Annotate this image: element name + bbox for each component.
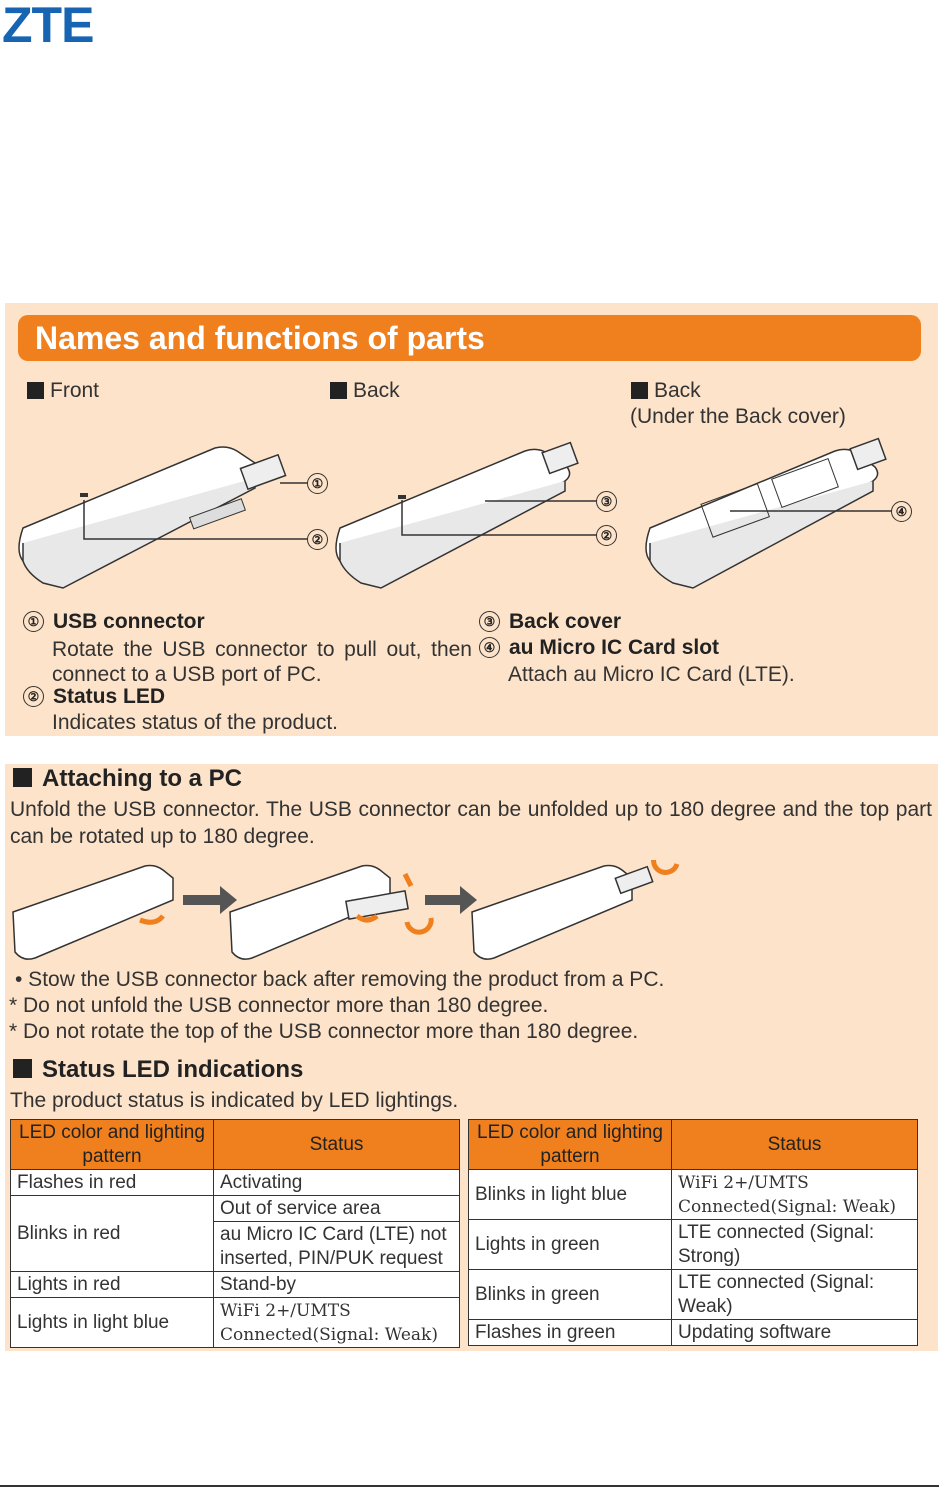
device-illustrations bbox=[5, 433, 938, 603]
item-usb-connector-desc: Rotate the USB connector to pull out, then connect to a USB port of PC. bbox=[52, 638, 472, 686]
col-header-pattern: LED color and lighting pattern bbox=[469, 1120, 672, 1170]
led-table-left bbox=[10, 1119, 460, 1348]
parts-title-bar bbox=[18, 315, 921, 361]
footer-rule bbox=[0, 1485, 939, 1487]
lower-panel bbox=[5, 764, 938, 1351]
callout-4-under-cover: ④ bbox=[891, 501, 912, 522]
table-row bbox=[469, 1320, 918, 1346]
led-status: LTE connected (Signal: Weak) bbox=[672, 1270, 918, 1320]
led-status: Activating bbox=[214, 1170, 460, 1196]
attach-note-2: * Do not unfold the USB connector more than 180 degree. bbox=[9, 994, 549, 1017]
item-card-slot-desc: Attach au Micro IC Card (LTE). bbox=[508, 663, 795, 686]
callout-2-front: ② bbox=[307, 529, 328, 550]
attach-note-3: * Do not rotate the top of the USB connector more than 180 degree. bbox=[9, 1020, 639, 1043]
led-heading: Status LED indications bbox=[13, 1056, 303, 1084]
view-back-under-label: Back bbox=[631, 379, 701, 403]
table-row bbox=[469, 1220, 918, 1270]
led-pattern: Lights in green bbox=[469, 1220, 672, 1270]
view-front-label: Front bbox=[27, 379, 99, 403]
attach-steps-illustration bbox=[5, 860, 705, 970]
led-status: WiFi 2+/UMTS Connected(Signal: Weak) bbox=[672, 1170, 918, 1220]
callout-1-front: ① bbox=[307, 473, 328, 494]
led-status: WiFi 2+/UMTS Connected(Signal: Weak) bbox=[214, 1298, 460, 1348]
item-back-cover-title: ③ Back cover bbox=[479, 610, 621, 634]
col-header-status: Status bbox=[672, 1120, 918, 1170]
led-status: Out of service area bbox=[214, 1196, 460, 1222]
col-header-status: Status bbox=[214, 1120, 460, 1170]
attach-note-1: • Stow the USB connector back after removing the product from a PC. bbox=[15, 968, 665, 991]
table-row bbox=[469, 1270, 918, 1320]
col-header-pattern: LED color and lighting pattern bbox=[11, 1120, 214, 1170]
parts-title: Names and functions of parts bbox=[35, 320, 485, 356]
view-back-label: Back bbox=[330, 379, 400, 403]
led-status: LTE connected (Signal: Strong) bbox=[672, 1220, 918, 1270]
table-row bbox=[11, 1196, 460, 1222]
attach-heading: Attaching to a PC bbox=[13, 765, 242, 793]
item-status-led-desc: Indicates status of the product. bbox=[52, 711, 339, 734]
device-under-cover-illustration bbox=[646, 439, 886, 588]
table-row bbox=[11, 1170, 460, 1196]
table-row bbox=[469, 1170, 918, 1220]
led-pattern: Blinks in red bbox=[11, 1196, 214, 1272]
parts-panel bbox=[5, 303, 938, 736]
led-pattern: Blinks in light blue bbox=[469, 1170, 672, 1220]
led-pattern: Flashes in red bbox=[11, 1170, 214, 1196]
led-status: au Micro IC Card (LTE) not inserted, PIN/PUK request bbox=[214, 1222, 460, 1272]
led-pattern: Blinks in green bbox=[469, 1270, 672, 1320]
device-front-illustration bbox=[19, 447, 286, 588]
item-usb-connector-title: ① USB connector bbox=[23, 610, 205, 634]
callout-3-back: ③ bbox=[596, 491, 617, 512]
led-status: Updating software bbox=[672, 1320, 918, 1346]
attach-text: Unfold the USB connector. The USB connector can be unfolded up to 180 degree and the top part can be rotated up to 180 degree. bbox=[10, 798, 932, 848]
device-back-illustration bbox=[336, 443, 578, 588]
item-card-slot-title: ④ au Micro IC Card slot bbox=[479, 636, 719, 660]
led-pattern: Flashes in green bbox=[469, 1320, 672, 1346]
led-table-right bbox=[468, 1119, 918, 1346]
view-back-under-sub: (Under the Back cover) bbox=[630, 405, 846, 428]
led-text: The product status is indicated by LED lightings. bbox=[10, 1089, 459, 1112]
item-status-led-title: ② Status LED bbox=[23, 685, 165, 709]
callout-2-back: ② bbox=[596, 525, 617, 546]
table-row bbox=[11, 1298, 460, 1348]
led-status: Stand-by bbox=[214, 1272, 460, 1298]
table-row bbox=[11, 1272, 460, 1298]
zte-logo: ZTE bbox=[2, 0, 94, 53]
led-pattern: Lights in red bbox=[11, 1272, 214, 1298]
led-pattern: Lights in light blue bbox=[11, 1298, 214, 1348]
